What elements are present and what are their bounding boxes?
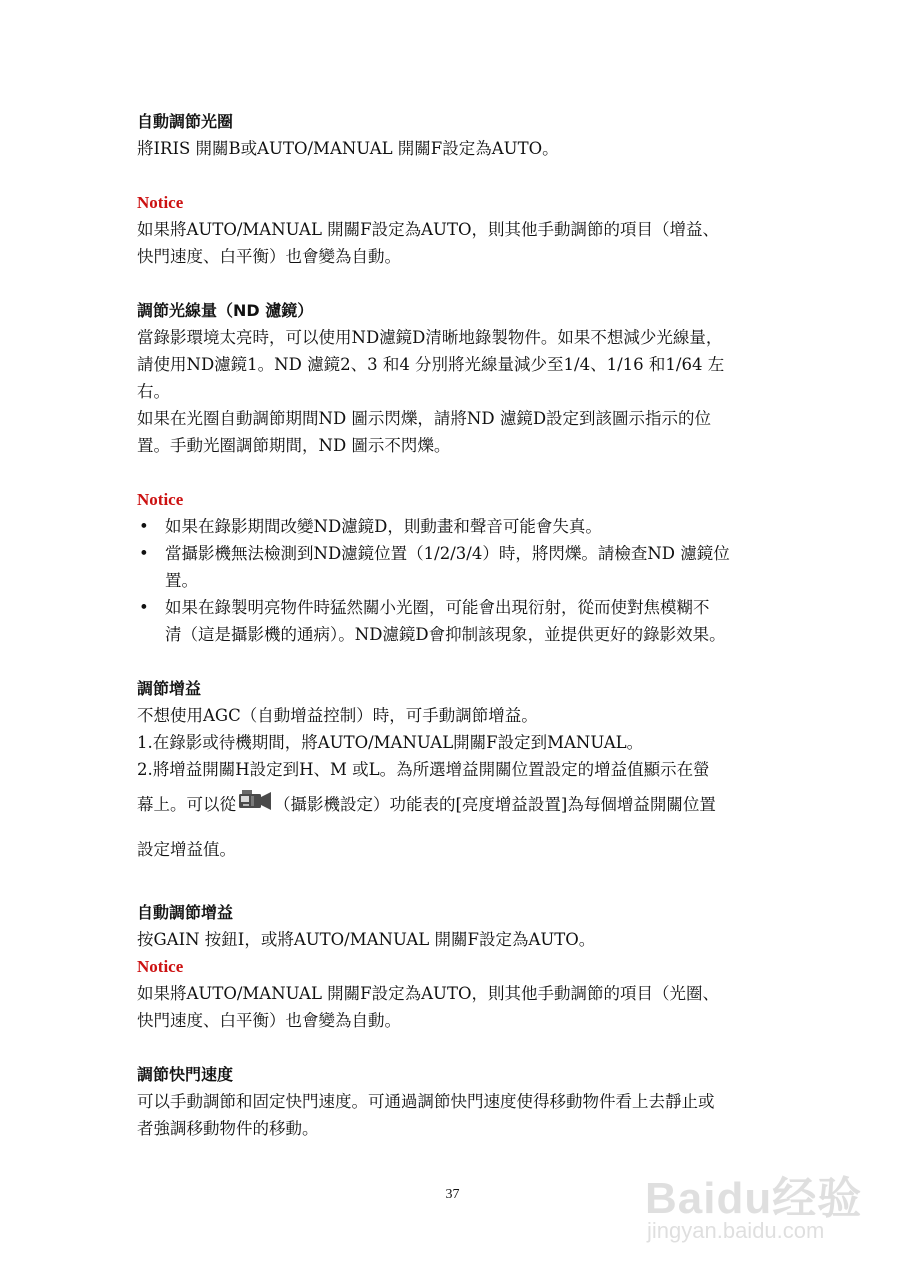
section-heading-auto-iris: 自動調節光圈 [137,112,234,131]
bullet-item [137,513,777,540]
section-heading-auto-gain: 自動調節增益 [137,902,234,922]
nd-filter-line1: 當錄影環境太亮時，可以使用ND濾鏡D清晰地錄製物件。如果不想減少光線量， [137,328,723,347]
gain-line3: 2.將增益開關H設定到H、M 或L。為所選增益開關位置設定的增益值顯示在螢 [137,760,710,779]
gain-line4-start: 幕上。可以從 [137,795,236,814]
notice2-bullet-list [137,513,777,648]
nd-filter-line4: 如果在光圈自動調節期間ND 圖示閃爍，請將ND 濾鏡D設定到該圖示指示的位 [137,409,712,428]
notice1-line2: 快門速度、白平衡）也會變為自動。 [137,247,401,266]
notice3-line2: 快門速度、白平衡）也會變為自動。 [137,1010,401,1030]
bullet-icon: • [139,598,149,617]
manual-page-content [137,108,777,1142]
page-number: 37 [445,1187,460,1202]
watermark-logo [645,1150,885,1270]
nd-filter-line2: 請使用ND濾鏡1。ND 濾鏡2、3 和4 分別將光線量減少至1/4、1/16 和1/64 左 [137,355,725,374]
bullet-item [137,594,777,648]
watermark-brand: Baidu经验 [645,1174,863,1223]
bullet-line: 當攝影機無法檢測到ND濾鏡位置（1/2/3/4）時，將閃爍。請檢查ND 濾鏡位 [165,544,730,563]
shutter-line1: 可以手動調節和固定快門速度。可通過調節快門速度使得移動物件看上去靜止或 [137,1091,715,1111]
notice3-line1: 如果將AUTO/MANUAL 開關F設定為AUTO，則其他手動調節的項目（光圈、 [137,983,719,1003]
bullet-icon: • [139,517,149,536]
notice1-line1: 如果將AUTO/MANUAL 開關F設定為AUTO，則其他手動調節的項目（增益、 [137,220,719,239]
nd-filter-line5: 置。手動光圈調節期間，ND 圖示不閃爍。 [137,436,451,455]
gain-line4 [137,783,777,828]
camera-settings-icon [238,784,272,828]
bullet-icon: • [139,544,149,563]
auto-gain-text: 按GAIN 按鈕I，或將AUTO/MANUAL 開關F設定為AUTO。 [137,929,596,949]
bullet-item [137,540,777,594]
bullet-line: 置。 [165,571,198,590]
gain-line1: 不想使用AGC（自動增益控制）時，可手動調節增益。 [137,706,538,725]
notice-label: Notice [137,193,184,212]
gain-line5: 設定增益值。 [137,839,236,859]
section-heading-shutter: 調節快門速度 [137,1064,234,1084]
bullet-line: 如果在錄影期間改變ND濾鏡D，則動畫和聲音可能會失真。 [165,517,602,536]
section-heading-gain: 調節增益 [137,679,202,698]
nd-filter-line3: 右。 [137,382,170,401]
bullet-line: 清（這是攝影機的通病）。ND濾鏡D會抑制該現象，並提供更好的錄影效果。 [165,625,726,644]
gain-line4-end: （攝影機設定）功能表的[亮度增益設置]為每個增益開關位置 [274,795,716,814]
notice-label: Notice [137,490,184,509]
watermark-url: jingyan.baidu.com [647,1218,825,1243]
notice-label: Notice [137,956,184,976]
bullet-line: 如果在錄製明亮物件時猛然關小光圈，可能會出現衍射，從而使對焦模糊不 [165,598,710,617]
gain-line2: 1.在錄影或待機期間，將AUTO/MANUAL開關F設定到MANUAL。 [137,733,644,752]
shutter-line2: 者強調移動物件的移動。 [137,1118,319,1138]
section-heading-nd-filter: 調節光線量（ND 濾鏡） [137,301,314,320]
auto-iris-text: 將IRIS 開關B或AUTO/MANUAL 開關F設定為AUTO。 [137,139,559,158]
